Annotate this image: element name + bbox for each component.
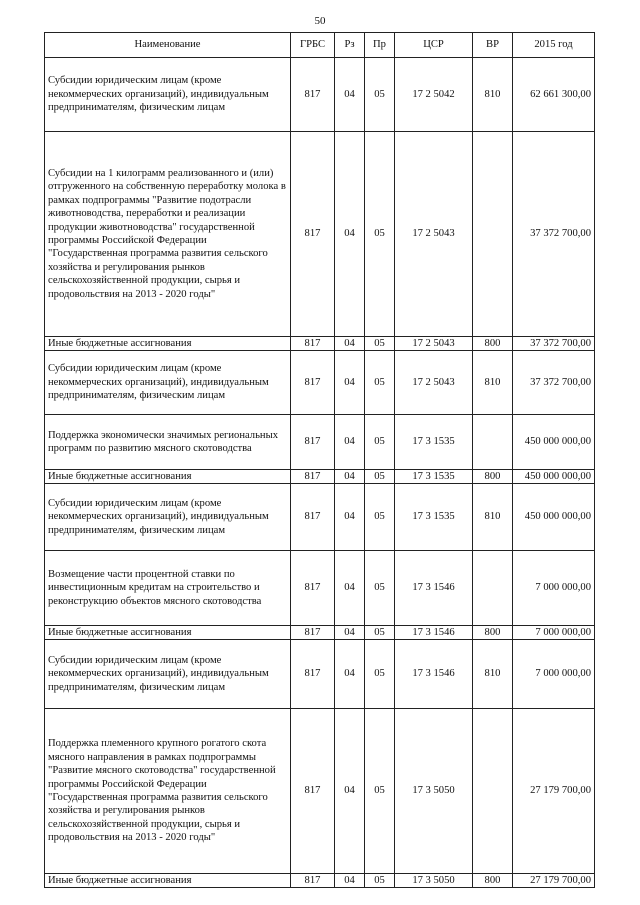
row-vr: 800: [473, 337, 513, 351]
row-vr: 810: [473, 484, 513, 551]
row-rz: 04: [335, 470, 365, 484]
row-amount: 450 000 000,00: [513, 470, 595, 484]
row-csr: 17 3 1535: [395, 470, 473, 484]
header-pr: Пр: [365, 33, 395, 58]
row-name: Иные бюджетные ассигнования: [45, 874, 291, 888]
row-grbs: 817: [291, 551, 335, 626]
row-csr: 17 2 5043: [395, 132, 473, 337]
row-pr: 05: [365, 484, 395, 551]
row-rz: 04: [335, 484, 365, 551]
row-rz: 04: [335, 551, 365, 626]
table-row: [45, 626, 595, 640]
row-pr: 05: [365, 709, 395, 874]
table-row: [45, 640, 595, 709]
row-pr: 05: [365, 640, 395, 709]
header-vr: ВР: [473, 33, 513, 58]
row-name: Поддержка племенного крупного рогатого скота мясного направления в рамках подпрограммы "Развитие мясного скотоводства" государственной программы Российской Федерации "Государственная программа развития сельского хозяйства и регулирования рынков сельскохозяйственной продукции, сырья и продовольствия на 2013 - 2020 годы": [45, 709, 291, 874]
row-vr: 800: [473, 470, 513, 484]
row-pr: 05: [365, 415, 395, 470]
row-pr: 05: [365, 551, 395, 626]
row-amount: 7 000 000,00: [513, 551, 595, 626]
row-pr: 05: [365, 58, 395, 132]
table-row: [45, 132, 595, 337]
row-csr: 17 3 1546: [395, 640, 473, 709]
row-rz: 04: [335, 58, 365, 132]
row-grbs: 817: [291, 58, 335, 132]
row-amount: 37 372 700,00: [513, 132, 595, 337]
row-name: Субсидии юридическим лицам (кроме некоммерческих организаций), индивидуальным предпринимателям, физическим лицам: [45, 58, 291, 132]
row-csr: 17 3 1535: [395, 415, 473, 470]
table-row: [45, 484, 595, 551]
row-name: Субсидии юридическим лицам (кроме некоммерческих организаций), индивидуальным предпринимателям, физическим лицам: [45, 640, 291, 709]
row-vr: 810: [473, 351, 513, 415]
row-pr: 05: [365, 626, 395, 640]
page-number: 50: [314, 15, 326, 27]
row-rz: 04: [335, 874, 365, 888]
row-name: Поддержка экономически значимых региональных программ по развитию мясного скотоводства: [45, 415, 291, 470]
row-name: Иные бюджетные ассигнования: [45, 337, 291, 351]
row-csr: 17 2 5043: [395, 337, 473, 351]
row-pr: 05: [365, 337, 395, 351]
row-csr: 17 3 1535: [395, 484, 473, 551]
row-name: Субсидии на 1 килограмм реализованного и (или) отгруженного на собственную переработку молока в рамках подпрограммы "Развитие подотрасли животноводства, переработки и реализации продукции животноводства" государственной программы Российской Федерации "Государственная программа развития сельского хозяйства и регулирования рынков сельскохозяйственной продукции, сырья и продовольствия на 2013 - 2020 годы": [45, 132, 291, 337]
row-amount: 27 179 700,00: [513, 874, 595, 888]
row-grbs: 817: [291, 626, 335, 640]
row-rz: 04: [335, 640, 365, 709]
row-grbs: 817: [291, 132, 335, 337]
table-row: [45, 874, 595, 888]
row-pr: 05: [365, 132, 395, 337]
table-row: [45, 709, 595, 874]
row-rz: 04: [335, 337, 365, 351]
row-vr: [473, 551, 513, 626]
row-rz: 04: [335, 415, 365, 470]
row-name: Субсидии юридическим лицам (кроме некоммерческих организаций), индивидуальным предпринимателям, физическим лицам: [45, 484, 291, 551]
row-amount: 37 372 700,00: [513, 337, 595, 351]
table-row: [45, 337, 595, 351]
row-vr: [473, 415, 513, 470]
row-name: Возмещение части процентной ставки по инвестиционным кредитам на строительство и реконструкцию объектов мясного скотоводства: [45, 551, 291, 626]
row-rz: 04: [335, 351, 365, 415]
row-grbs: 817: [291, 709, 335, 874]
row-vr: [473, 132, 513, 337]
row-csr: 17 3 1546: [395, 626, 473, 640]
row-amount: 7 000 000,00: [513, 640, 595, 709]
header-rz: Рз: [335, 33, 365, 58]
row-grbs: 817: [291, 415, 335, 470]
row-amount: 450 000 000,00: [513, 415, 595, 470]
table-row: [45, 351, 595, 415]
row-grbs: 817: [291, 874, 335, 888]
header-year: 2015 год: [513, 33, 595, 58]
table-row: [45, 470, 595, 484]
row-rz: 04: [335, 626, 365, 640]
table-row: [45, 58, 595, 132]
row-csr: 17 3 1546: [395, 551, 473, 626]
row-vr: 810: [473, 640, 513, 709]
row-name: Субсидии юридическим лицам (кроме некоммерческих организаций), индивидуальным предпринимателям, физическим лицам: [45, 351, 291, 415]
row-pr: 05: [365, 470, 395, 484]
row-grbs: 817: [291, 337, 335, 351]
header-csr: ЦСР: [395, 33, 473, 58]
row-vr: 800: [473, 874, 513, 888]
table-row: [45, 551, 595, 626]
header-grbs: ГРБС: [291, 33, 335, 58]
row-grbs: 817: [291, 484, 335, 551]
header-name: Наименование: [45, 33, 291, 58]
row-name: Иные бюджетные ассигнования: [45, 470, 291, 484]
row-csr: 17 2 5042: [395, 58, 473, 132]
table-header-row: [45, 33, 595, 58]
row-csr: 17 3 5050: [395, 874, 473, 888]
row-amount: 37 372 700,00: [513, 351, 595, 415]
row-rz: 04: [335, 132, 365, 337]
row-rz: 04: [335, 709, 365, 874]
row-vr: [473, 709, 513, 874]
row-csr: 17 2 5043: [395, 351, 473, 415]
table-row: [45, 415, 595, 470]
row-amount: 7 000 000,00: [513, 626, 595, 640]
budget-table: [44, 32, 595, 888]
row-vr: 810: [473, 58, 513, 132]
row-amount: 27 179 700,00: [513, 709, 595, 874]
row-pr: 05: [365, 351, 395, 415]
row-amount: 450 000 000,00: [513, 484, 595, 551]
row-grbs: 817: [291, 351, 335, 415]
row-csr: 17 3 5050: [395, 709, 473, 874]
row-pr: 05: [365, 874, 395, 888]
row-name: Иные бюджетные ассигнования: [45, 626, 291, 640]
row-grbs: 817: [291, 640, 335, 709]
row-grbs: 817: [291, 470, 335, 484]
row-amount: 62 661 300,00: [513, 58, 595, 132]
row-vr: 800: [473, 626, 513, 640]
